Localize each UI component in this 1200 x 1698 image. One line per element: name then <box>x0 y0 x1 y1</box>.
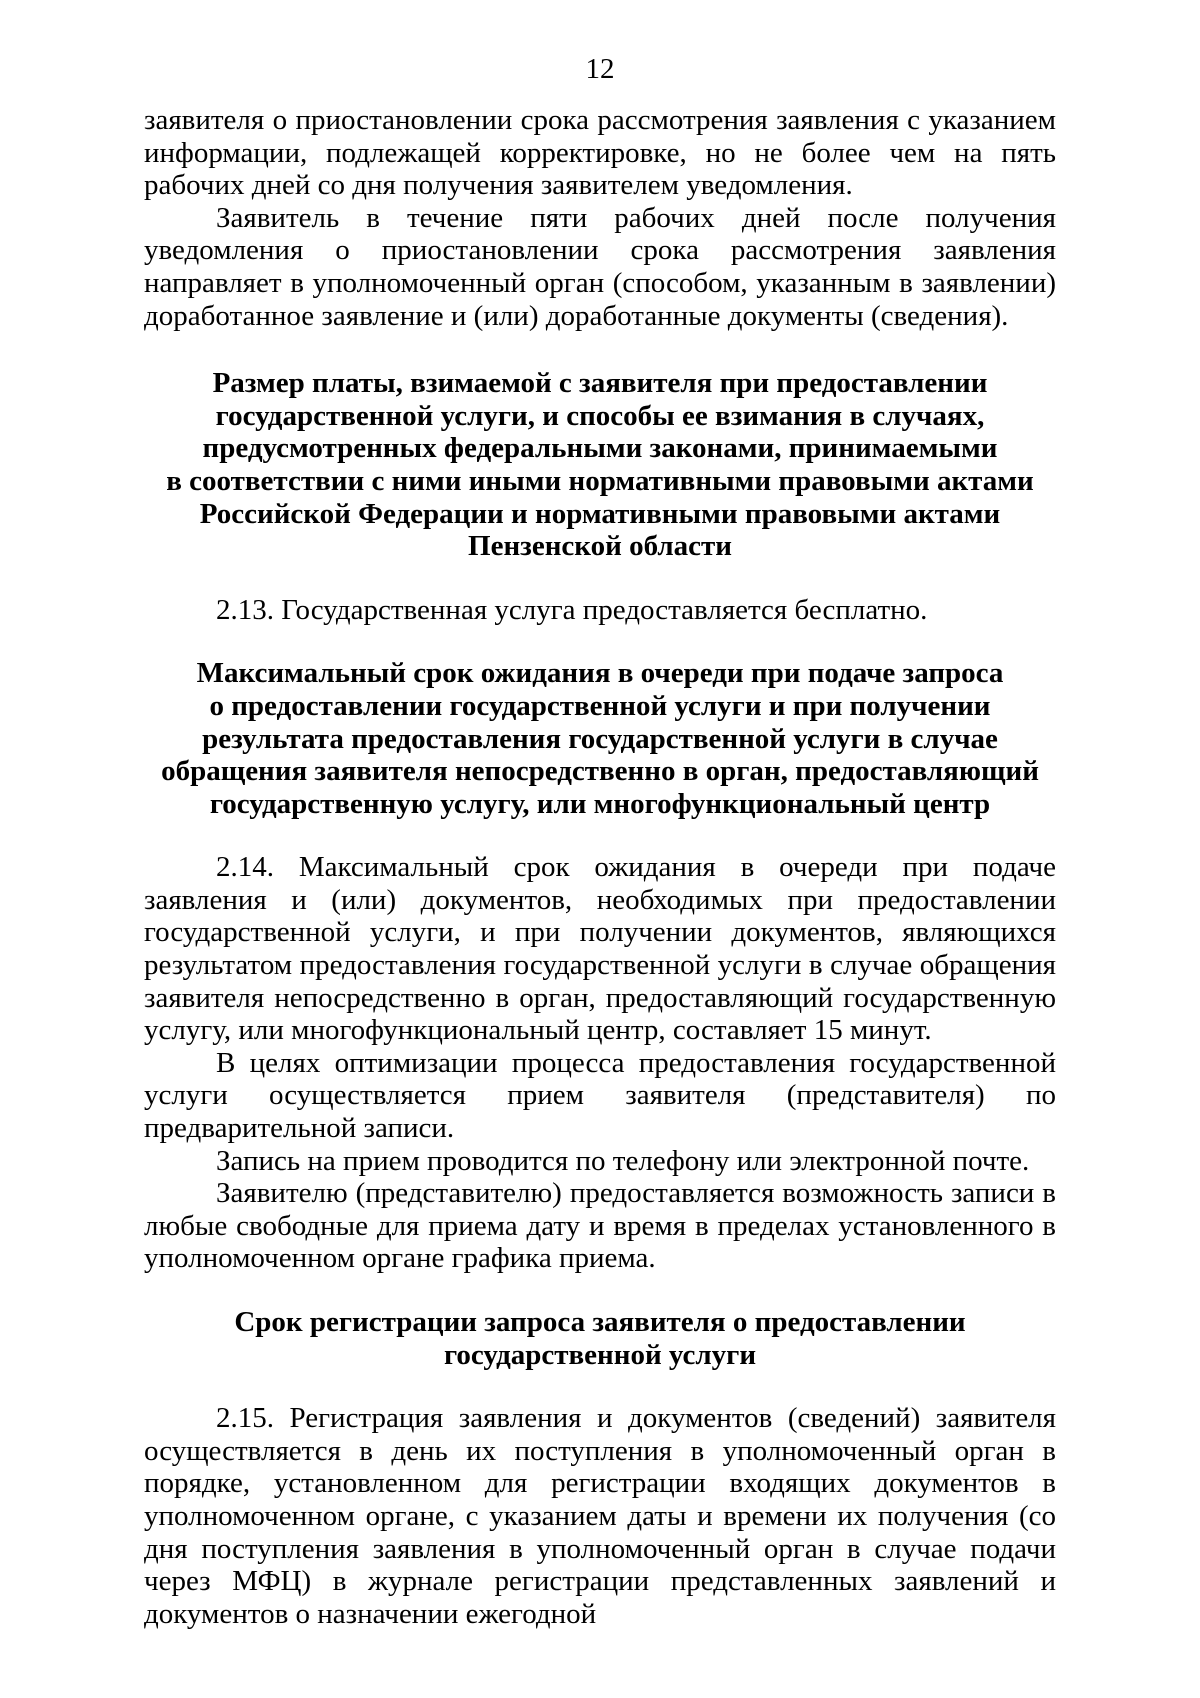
spacer <box>144 626 1056 657</box>
document-body <box>144 104 1056 1630</box>
paragraph-2-14: 2.14. Максимальный срок ожидания в очереди при подаче заявления и (или) документов, необходимых при предоставлении государственной услуги, и при получении документов, являющихся результатом предоставления государственной услуги в случае обращения заявителя непосредственно в орган, предоставляющий государственную услугу, или многофункциональный центр, составляет 15 минут. <box>144 851 1056 1047</box>
heading-line: результата предоставления государственной услуги в случае <box>202 722 998 755</box>
spacer <box>144 563 1056 594</box>
paragraph-continuation: заявителя о приостановлении срока рассмотрения заявления с указанием информации, подлежащей корректировке, но не более чем на пять рабочих дней со дня получения заявителем уведомления. <box>144 104 1056 202</box>
page-number: 12 <box>585 53 615 85</box>
heading-line: о предоставлении государственной услуги и при получении <box>209 689 991 722</box>
heading-line: Пензенской области <box>468 530 732 563</box>
heading-line: обращения заявителя непосредственно в орган, предоставляющий <box>161 755 1039 788</box>
heading-line: Размер платы, взимаемой с заявителя при предоставлении <box>212 367 988 400</box>
paragraph-free-slot: Заявителю (представителю) предоставляется возможность записи в любые свободные для приема дату и время в пределах установленного в уполномоченном органе графика приема. <box>144 1177 1056 1275</box>
paragraph-2-13: 2.13. Государственная услуга предоставляется бесплатно. <box>216 593 928 626</box>
paragraph-2-15: 2.15. Регистрация заявления и документов (сведений) заявителя осуществляется в день их поступления в уполномоченный орган в порядке, установленном для регистрации входящих документов в уполномоченном органе, с указанием даты и времени их получения (со дня поступления заявления в уполномоченный орган в случае подачи через МФЦ) в журнале регистрации представленных заявлений и документов о назначении ежегодной <box>144 1402 1056 1630</box>
heading-line: государственную услугу, или многофункциональный центр <box>209 787 991 820</box>
spacer <box>144 332 1056 367</box>
heading-line: Максимальный срок ожидания в очереди при подаче запроса <box>196 657 1004 690</box>
heading-line: Срок регистрации запроса заявителя о предоставлении <box>234 1306 966 1338</box>
heading-line: Российской Федерации и нормативными правовыми актами <box>199 497 1001 530</box>
heading-queue-time <box>144 657 1056 820</box>
heading-registration <box>144 1306 1056 1371</box>
heading-line: в соответствии с ними иными нормативными правовыми актами <box>166 464 1034 497</box>
spacer <box>144 820 1056 851</box>
heading-line: государственной услуги, и способы ее взимания в случаях, <box>215 399 985 432</box>
spacer <box>144 1275 1056 1306</box>
heading-line: предусмотренных федеральными законами, принимаемыми <box>202 432 998 465</box>
heading-line: государственной услуги <box>443 1338 757 1371</box>
spacer <box>144 1371 1056 1402</box>
heading-fee <box>144 367 1056 563</box>
paragraph-applicant-response: Заявитель в течение пяти рабочих дней после получения уведомления о приостановлении срока рассмотрения заявления направляет в уполномоченный орган (способом, указанным в заявлении) доработанное заявление и (или) доработанные документы (сведения). <box>144 201 1056 332</box>
paragraph-optimization: В целях оптимизации процесса предоставления государственной услуги осуществляется прием заявителя (представителя) по предварительной записи. <box>144 1046 1056 1145</box>
paragraph-appointment: Запись на прием проводится по телефону или электронной почте. <box>216 1144 1030 1177</box>
